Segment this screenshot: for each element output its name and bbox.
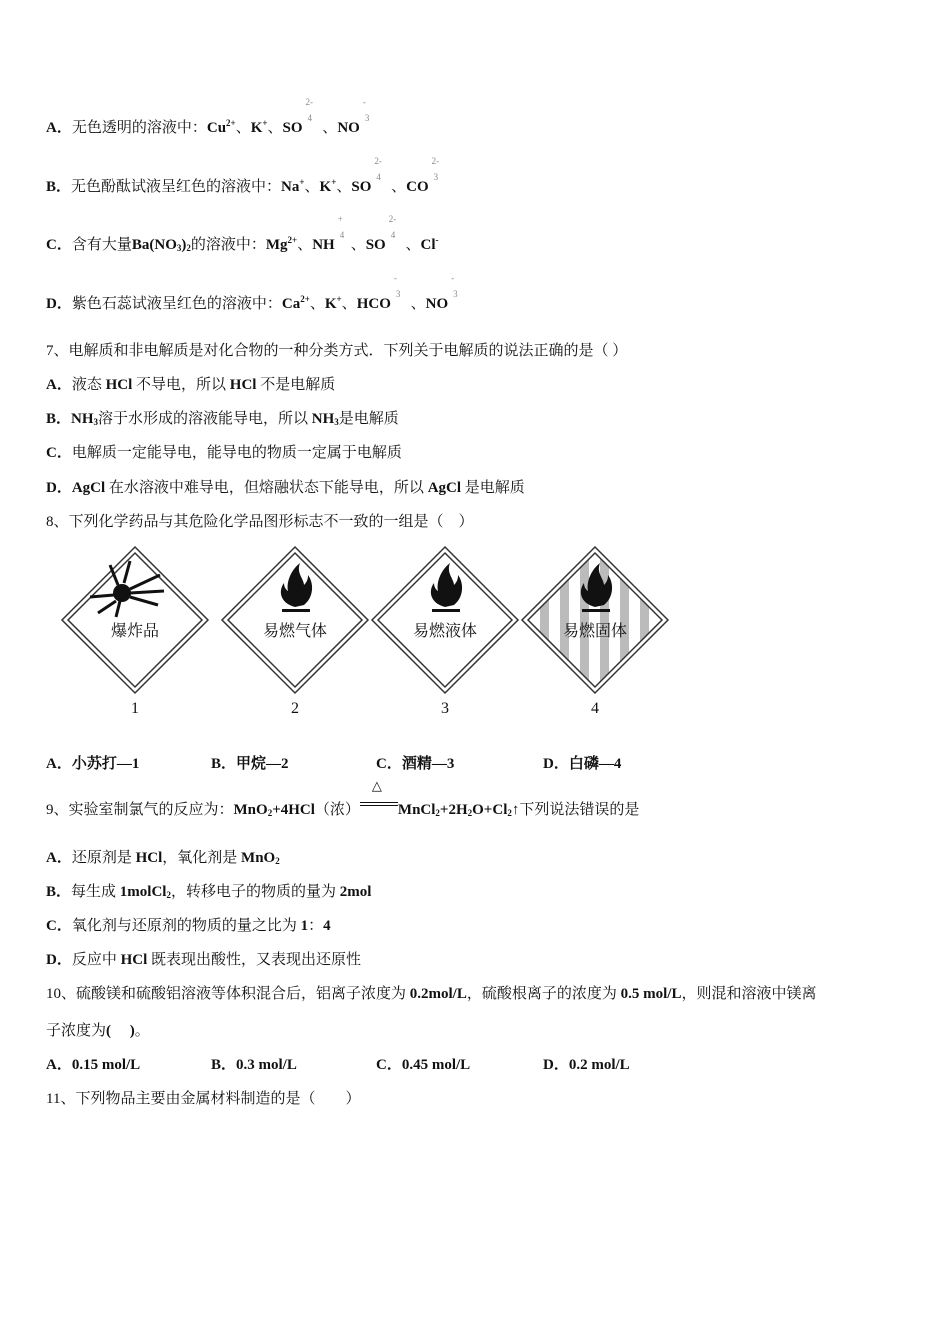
text-line [46,273,464,313]
chinese-text: 紫色石蕊试液呈红色的溶液中： [71,296,282,312]
latin-text: ↑ [511,802,520,818]
chinese-text: 11、下列物品主要由金属材料制造的是（ ） [46,1091,361,1107]
chinese-text: 8、下列化学药品与其危险化学品图形标志不一致的一组是（ ） [46,514,474,530]
latin-text: C． [46,237,72,253]
chinese-text: 、 [387,179,407,195]
latin-text: AgCl [427,480,462,496]
ion-charge-value: 2- [374,156,382,166]
answer-option: B．0.3 mol/L [211,1057,297,1073]
superscript: 2+ [287,235,298,245]
ion-charge-value: - [362,97,366,107]
answer-option: A．0.15 mol/L [46,1057,141,1073]
ion-charge-value: + [337,214,343,224]
latin-text: 0.5 mol/L [620,986,682,1002]
chinese-text: 液态 [71,377,106,393]
chinese-text: 、 [336,179,352,195]
ion-count: 4 [390,230,396,240]
hazard-signs [60,545,660,725]
ion-charge-value: 2- [305,97,314,107]
chinese-text: 无色酚酞试液呈红色的溶液中： [71,179,282,195]
subscript: 2 [275,856,280,866]
latin-text: HCl [120,952,148,968]
superscript: + [336,294,342,304]
ion-charge [360,97,376,132]
chinese-text: 氧化剂与还原剂的物质的量之比为 [71,918,301,934]
latin-text: ( ) [106,1023,135,1039]
subscript: 2 [267,808,273,818]
latin-text: A． [46,120,72,136]
chinese-text: ，转移电子的物质的量为 [170,884,340,900]
latin-text: Ba(NO [131,237,177,253]
answer-option: D．白磷—4 [543,756,622,772]
ion-charge [386,214,402,249]
latin-text: SO [351,179,372,195]
chinese-text: ： [308,918,324,934]
latin-text: Ca [281,296,301,312]
latin-text: 4 [323,918,331,934]
latin-text: Cu [206,120,227,136]
text-line [46,914,331,935]
ion-charge-value: 2- [388,214,397,224]
ion-count: 3 [433,172,439,182]
subscript: 2 [166,890,171,900]
ion-count: 4 [339,230,345,240]
latin-text: C． [46,445,72,461]
latin-text: O+Cl [472,802,508,818]
ion-count: 3 [364,113,370,123]
chinese-text: 是电解质 [461,480,525,496]
chinese-text: 7、电解质和非电解质是对化合物的一种分类方式．下列关于电解质的说法正确的是（ ） [46,343,628,359]
latin-text: Mg [265,237,288,253]
text-line [46,441,402,462]
chinese-text: ，硫酸根离子的浓度为 [466,986,621,1002]
ion-count: 3 [395,289,401,299]
ion-count: 4 [376,172,381,182]
ion-charge-value: - [393,273,397,283]
text-line [46,97,376,137]
sign-number: 3 [441,700,449,717]
hazard-sign-4 [520,545,670,717]
superscript: 2+ [226,118,236,128]
subscript: 3 [334,417,339,427]
answer-option: D．0.2 mol/L [543,1057,630,1073]
chinese-text: 的溶液中： [190,237,266,253]
text-line [46,156,445,196]
ion-charge [391,273,407,308]
chinese-text: 每生成 [71,884,120,900]
chinese-text: 下列说法错误的是 [519,802,640,818]
superscript: + [262,118,268,128]
answer-option: C．酒精—3 [376,756,455,772]
latin-text: SO [365,237,386,253]
chinese-text: 无色透明的溶液中： [71,120,207,136]
latin-text: NH [312,237,335,253]
sign-label: 易燃液体 [412,621,477,640]
chinese-text: 子浓度为 [46,1023,107,1039]
chinese-text: 在水溶液中难导电，但熔融状态下能导电，所以 [105,480,428,496]
chinese-text: 10、硫酸镁和硫酸铝溶液等体积混合后，铝离子浓度为 [46,986,410,1002]
text-line [46,214,439,254]
latin-text: B．NH [46,411,94,427]
hazard-sign-1 [60,545,210,717]
chinese-text: 、 [297,237,313,253]
text-line [46,880,371,901]
latin-text: Na [281,179,300,195]
chinese-text: ，则混和溶液中镁离 [681,986,817,1002]
text-line [46,1087,360,1108]
superscript: + [331,177,337,187]
ion-charge [303,97,319,132]
chinese-text: 、 [341,296,357,312]
chinese-text: 反应中 [71,952,121,968]
latin-text: HCl [105,377,133,393]
hazard-sign-3 [370,545,520,717]
ion-charge [429,156,445,191]
sign-number: 4 [591,700,599,717]
latin-text: MnO [233,802,268,818]
ion-charge [448,273,464,308]
ion-count: 3 [453,289,458,299]
chinese-text: ，氧化剂是 [162,850,242,866]
latin-text: A． [46,850,72,866]
text-line [46,407,399,428]
latin-text: MnO [241,850,276,866]
subscript: 3 [93,417,99,427]
sign-number: 2 [291,700,299,717]
text-line [46,778,640,819]
latin-text: HCO [356,296,391,312]
ion-count: 4 [307,113,313,123]
chinese-text: 、 [318,120,338,136]
superscript: - [435,235,439,245]
latin-text: 2mol [339,884,372,900]
chinese-text: 、 [235,120,251,136]
superscript: + [299,177,305,187]
latin-text: D． [46,296,72,312]
text-line [46,339,627,360]
latin-text: +4HCl [272,802,315,818]
heating-condition [360,778,398,814]
answer-option: B．甲烷—2 [211,756,289,772]
text-line [46,510,474,531]
chinese-text: 9、实验室制氯气的反应为： [46,802,234,818]
subscript: 2 [467,808,473,818]
chinese-text: 还原剂是 [71,850,136,866]
sign-label: 易燃气体 [262,621,327,640]
latin-text: K [324,296,337,312]
chinese-text: 不是电解质 [256,377,336,393]
subscript: 3 [176,243,182,253]
ion-charge [335,214,351,249]
chinese-text: 是电解质 [338,411,399,427]
latin-text: NO [425,296,449,312]
latin-text: CO [406,179,429,195]
latin-text: B． [46,179,72,195]
latin-text: HCl [229,377,257,393]
latin-text: 1 [300,918,309,934]
superscript: 2+ [300,294,310,304]
chinese-text: 、 [267,120,283,136]
chinese-text: 不导电，所以 [132,377,230,393]
sign-label: 爆炸品 [110,621,159,640]
ion-charge [371,156,387,191]
latin-text: ) [181,237,187,253]
equals-sign [360,802,398,806]
latin-text: NH [311,411,335,427]
latin-text: B． [46,884,72,900]
sign-label: 易燃固体 [562,621,627,640]
latin-text: MnCl [397,802,436,818]
chinese-text: 、 [304,179,320,195]
latin-text: HCl [135,850,163,866]
latin-text: SO [282,120,303,136]
latin-text: +2H [439,802,468,818]
chinese-text: 。 [134,1023,150,1039]
subscript: 2 [186,243,191,253]
chinese-text: 溶于水形成的溶液能导电，所以 [98,411,312,427]
chinese-text: （浓） [314,802,360,818]
text-line [46,1019,150,1040]
sign-number: 1 [131,700,139,717]
chinese-text: 、 [406,296,426,312]
latin-text: A． [46,377,72,393]
text-line [46,948,361,969]
latin-text: D．AgCl [46,480,106,496]
answer-option: C．0.45 mol/L [376,1057,471,1073]
text-line [46,373,335,394]
hazard-sign-2 [220,545,370,717]
chinese-text: 电解质一定能导电，能导电的物质一定属于电解质 [71,445,402,461]
latin-text: K [319,179,332,195]
answer-option: A．小苏打—1 [46,756,140,772]
latin-text: NO [337,120,360,136]
chinese-text: 、 [309,296,325,312]
latin-text: 1molCl [119,884,167,900]
ion-charge-value: - [451,273,455,283]
chinese-text: 、 [350,237,366,253]
latin-text: Cl [420,237,436,253]
latin-text: 0.2mol/L [409,986,467,1002]
chinese-text: 既表现出酸性，又表现出还原性 [147,952,362,968]
latin-text: C． [46,918,72,934]
chinese-text: 、 [401,237,421,253]
subscript: 2 [435,808,440,818]
delta-symbol: △ [371,778,382,793]
latin-text: K [250,120,263,136]
text-line [46,476,525,497]
subscript: 2 [507,808,512,818]
text-line [46,982,816,1003]
chinese-text: 含有大量 [71,237,132,253]
ion-charge-value: 2- [431,156,440,166]
text-line [46,846,280,867]
latin-text: D． [46,952,72,968]
